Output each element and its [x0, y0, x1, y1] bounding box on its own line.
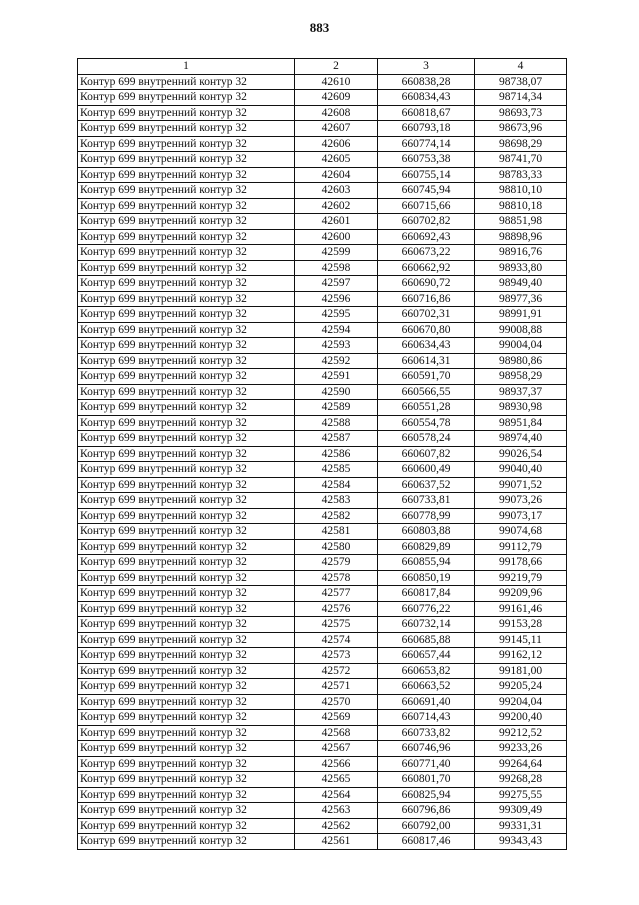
x-coordinate-cell: 660746,96	[378, 741, 475, 757]
contour-name-cell: Контур 699 внутренний контур 32	[78, 601, 295, 617]
contour-name-cell: Контур 699 внутренний контур 32	[78, 446, 295, 462]
y-coordinate-cell: 99008,88	[475, 322, 567, 338]
contour-name-cell: Контур 699 внутренний контур 32	[78, 834, 295, 850]
x-coordinate-cell: 660829,89	[378, 539, 475, 555]
contour-name-cell: Контур 699 внутренний контур 32	[78, 369, 295, 385]
y-coordinate-cell: 98974,40	[475, 431, 567, 447]
contour-name-cell: Контур 699 внутренний контур 32	[78, 632, 295, 648]
y-coordinate-cell: 99233,26	[475, 741, 567, 757]
contour-name-cell: Контур 699 внутренний контур 32	[78, 710, 295, 726]
x-coordinate-cell: 660614,31	[378, 353, 475, 369]
table-row	[78, 493, 567, 509]
y-coordinate-cell: 99309,49	[475, 803, 567, 819]
x-coordinate-cell: 660670,80	[378, 322, 475, 338]
y-coordinate-cell: 98698,29	[475, 136, 567, 152]
contour-name-cell: Контур 699 внутренний контур 32	[78, 555, 295, 571]
table-row	[78, 508, 567, 524]
point-number-cell: 42598	[295, 260, 378, 276]
table-row	[78, 338, 567, 354]
contour-name-cell: Контур 699 внутренний контур 32	[78, 183, 295, 199]
contour-name-cell: Контур 699 внутренний контур 32	[78, 167, 295, 183]
y-coordinate-cell: 99268,28	[475, 772, 567, 788]
point-number-cell: 42600	[295, 229, 378, 245]
point-number-cell: 42561	[295, 834, 378, 850]
y-coordinate-cell: 98951,84	[475, 415, 567, 431]
point-number-cell: 42562	[295, 818, 378, 834]
contour-name-cell: Контур 699 внутренний контур 32	[78, 679, 295, 695]
y-coordinate-cell: 98810,10	[475, 183, 567, 199]
y-coordinate-cell: 99145,11	[475, 632, 567, 648]
x-coordinate-cell: 660776,22	[378, 601, 475, 617]
contour-name-cell: Контур 699 внутренний контур 32	[78, 741, 295, 757]
contour-name-cell: Контур 699 внутренний контур 32	[78, 105, 295, 121]
contour-name-cell: Контур 699 внутренний контур 32	[78, 663, 295, 679]
y-coordinate-cell: 99212,52	[475, 725, 567, 741]
point-number-cell: 42591	[295, 369, 378, 385]
x-coordinate-cell: 660796,86	[378, 803, 475, 819]
contour-name-cell: Контур 699 внутренний контур 32	[78, 477, 295, 493]
table-row	[78, 74, 567, 90]
table-row	[78, 322, 567, 338]
x-coordinate-cell: 660850,19	[378, 570, 475, 586]
y-coordinate-cell: 98898,96	[475, 229, 567, 245]
table-row	[78, 198, 567, 214]
contour-name-cell: Контур 699 внутренний контур 32	[78, 291, 295, 307]
table-row	[78, 90, 567, 106]
table-row	[78, 121, 567, 137]
x-coordinate-cell: 660566,55	[378, 384, 475, 400]
table-row	[78, 524, 567, 540]
y-coordinate-cell: 99343,43	[475, 834, 567, 850]
table-row	[78, 260, 567, 276]
table-row	[78, 353, 567, 369]
x-coordinate-cell: 660793,18	[378, 121, 475, 137]
point-number-cell: 42594	[295, 322, 378, 338]
point-number-cell: 42584	[295, 477, 378, 493]
point-number-cell: 42588	[295, 415, 378, 431]
contour-name-cell: Контур 699 внутренний контур 32	[78, 400, 295, 416]
point-number-cell: 42605	[295, 152, 378, 168]
x-coordinate-cell: 660691,40	[378, 694, 475, 710]
table-row	[78, 663, 567, 679]
contour-name-cell: Контур 699 внутренний контур 32	[78, 245, 295, 261]
table-row	[78, 586, 567, 602]
x-coordinate-cell: 660733,81	[378, 493, 475, 509]
table-row	[78, 803, 567, 819]
contour-name-cell: Контур 699 внутренний контур 32	[78, 694, 295, 710]
contour-name-cell: Контур 699 внутренний контур 32	[78, 787, 295, 803]
contour-name-cell: Контур 699 внутренний контур 32	[78, 586, 295, 602]
x-coordinate-cell: 660838,28	[378, 74, 475, 90]
y-coordinate-cell: 98937,37	[475, 384, 567, 400]
x-coordinate-cell: 660774,14	[378, 136, 475, 152]
y-coordinate-cell: 99331,31	[475, 818, 567, 834]
table-row	[78, 384, 567, 400]
contour-name-cell: Контур 699 внутренний контур 32	[78, 415, 295, 431]
point-number-cell: 42610	[295, 74, 378, 90]
y-coordinate-cell: 98991,91	[475, 307, 567, 323]
y-coordinate-cell: 99074,68	[475, 524, 567, 540]
point-number-cell: 42574	[295, 632, 378, 648]
table-row	[78, 477, 567, 493]
point-number-cell: 42599	[295, 245, 378, 261]
table-row	[78, 601, 567, 617]
point-number-cell: 42580	[295, 539, 378, 555]
x-coordinate-cell: 660825,94	[378, 787, 475, 803]
y-coordinate-cell: 98714,34	[475, 90, 567, 106]
point-number-cell: 42566	[295, 756, 378, 772]
table-row	[78, 725, 567, 741]
column-header-4: 4	[475, 59, 567, 75]
y-coordinate-cell: 98958,29	[475, 369, 567, 385]
contour-name-cell: Контур 699 внутренний контур 32	[78, 539, 295, 555]
contour-name-cell: Контур 699 внутренний контур 32	[78, 74, 295, 90]
table-row	[78, 787, 567, 803]
x-coordinate-cell: 660801,70	[378, 772, 475, 788]
point-number-cell: 42608	[295, 105, 378, 121]
table-row	[78, 214, 567, 230]
column-header-1: 1	[78, 59, 295, 75]
table-row	[78, 229, 567, 245]
y-coordinate-cell: 98851,98	[475, 214, 567, 230]
x-coordinate-cell: 660792,00	[378, 818, 475, 834]
x-coordinate-cell: 660778,99	[378, 508, 475, 524]
y-coordinate-cell: 99026,54	[475, 446, 567, 462]
point-number-cell: 42573	[295, 648, 378, 664]
column-header-2: 2	[295, 59, 378, 75]
contour-name-cell: Контур 699 внутренний контур 32	[78, 524, 295, 540]
y-coordinate-cell: 98977,36	[475, 291, 567, 307]
point-number-cell: 42592	[295, 353, 378, 369]
point-number-cell: 42603	[295, 183, 378, 199]
y-coordinate-cell: 99205,24	[475, 679, 567, 695]
contour-name-cell: Контур 699 внутренний контур 32	[78, 818, 295, 834]
table-row	[78, 245, 567, 261]
point-number-cell: 42572	[295, 663, 378, 679]
table-row	[78, 276, 567, 292]
contour-name-cell: Контур 699 внутренний контур 32	[78, 617, 295, 633]
table-row	[78, 446, 567, 462]
point-number-cell: 42607	[295, 121, 378, 137]
table-row	[78, 834, 567, 850]
y-coordinate-cell: 98741,70	[475, 152, 567, 168]
x-coordinate-cell: 660692,43	[378, 229, 475, 245]
point-number-cell: 42570	[295, 694, 378, 710]
page-number: 883	[309, 20, 330, 35]
table-row	[78, 570, 567, 586]
x-coordinate-cell: 660634,43	[378, 338, 475, 354]
contour-name-cell: Контур 699 внутренний контур 32	[78, 570, 295, 586]
contour-name-cell: Контур 699 внутренний контур 32	[78, 725, 295, 741]
y-coordinate-cell: 99275,55	[475, 787, 567, 803]
table-row	[78, 291, 567, 307]
point-number-cell: 42587	[295, 431, 378, 447]
point-number-cell: 42577	[295, 586, 378, 602]
table-row	[78, 431, 567, 447]
point-number-cell: 42606	[295, 136, 378, 152]
x-coordinate-cell: 660732,14	[378, 617, 475, 633]
x-coordinate-cell: 660714,43	[378, 710, 475, 726]
x-coordinate-cell: 660745,94	[378, 183, 475, 199]
point-number-cell: 42578	[295, 570, 378, 586]
y-coordinate-cell: 99040,40	[475, 462, 567, 478]
y-coordinate-cell: 99073,26	[475, 493, 567, 509]
contour-name-cell: Контур 699 внутренний контур 32	[78, 229, 295, 245]
table-row	[78, 756, 567, 772]
y-coordinate-cell: 99162,12	[475, 648, 567, 664]
y-coordinate-cell: 99112,79	[475, 539, 567, 555]
y-coordinate-cell: 99071,52	[475, 477, 567, 493]
table-body	[78, 74, 567, 849]
point-number-cell: 42564	[295, 787, 378, 803]
point-number-cell: 42596	[295, 291, 378, 307]
point-number-cell: 42593	[295, 338, 378, 354]
x-coordinate-cell: 660834,43	[378, 90, 475, 106]
x-coordinate-cell: 660663,52	[378, 679, 475, 695]
point-number-cell: 42575	[295, 617, 378, 633]
contour-name-cell: Контур 699 внутренний контур 32	[78, 803, 295, 819]
x-coordinate-cell: 660716,86	[378, 291, 475, 307]
point-number-cell: 42583	[295, 493, 378, 509]
contour-name-cell: Контур 699 внутренний контур 32	[78, 338, 295, 354]
y-coordinate-cell: 99204,04	[475, 694, 567, 710]
x-coordinate-cell: 660673,22	[378, 245, 475, 261]
contour-name-cell: Контур 699 внутренний контур 32	[78, 353, 295, 369]
x-coordinate-cell: 660855,94	[378, 555, 475, 571]
x-coordinate-cell: 660690,72	[378, 276, 475, 292]
x-coordinate-cell: 660818,67	[378, 105, 475, 121]
x-coordinate-cell: 660685,88	[378, 632, 475, 648]
point-number-cell: 42601	[295, 214, 378, 230]
x-coordinate-cell: 660733,82	[378, 725, 475, 741]
y-coordinate-cell: 98930,98	[475, 400, 567, 416]
point-number-cell: 42595	[295, 307, 378, 323]
table-row	[78, 679, 567, 695]
table-row	[78, 539, 567, 555]
x-coordinate-cell: 660551,28	[378, 400, 475, 416]
table-header-row	[78, 59, 567, 75]
coordinates-table	[77, 58, 567, 850]
contour-name-cell: Контур 699 внутренний контур 32	[78, 756, 295, 772]
table-row	[78, 400, 567, 416]
contour-name-cell: Контур 699 внутренний контур 32	[78, 136, 295, 152]
point-number-cell: 42602	[295, 198, 378, 214]
point-number-cell: 42576	[295, 601, 378, 617]
y-coordinate-cell: 99219,79	[475, 570, 567, 586]
contour-name-cell: Контур 699 внутренний контур 32	[78, 198, 295, 214]
contour-name-cell: Контур 699 внутренний контур 32	[78, 772, 295, 788]
x-coordinate-cell: 660817,46	[378, 834, 475, 850]
x-coordinate-cell: 660600,49	[378, 462, 475, 478]
y-coordinate-cell: 98693,73	[475, 105, 567, 121]
contour-name-cell: Контур 699 внутренний контур 32	[78, 508, 295, 524]
table-row	[78, 105, 567, 121]
y-coordinate-cell: 98933,80	[475, 260, 567, 276]
point-number-cell: 42604	[295, 167, 378, 183]
table-row	[78, 772, 567, 788]
x-coordinate-cell: 660653,82	[378, 663, 475, 679]
x-coordinate-cell: 660702,82	[378, 214, 475, 230]
y-coordinate-cell: 99178,66	[475, 555, 567, 571]
x-coordinate-cell: 660753,38	[378, 152, 475, 168]
table-row	[78, 152, 567, 168]
table-row	[78, 183, 567, 199]
y-coordinate-cell: 99264,64	[475, 756, 567, 772]
table-row	[78, 369, 567, 385]
point-number-cell: 42567	[295, 741, 378, 757]
x-coordinate-cell: 660771,40	[378, 756, 475, 772]
y-coordinate-cell: 98980,86	[475, 353, 567, 369]
y-coordinate-cell: 99181,00	[475, 663, 567, 679]
contour-name-cell: Контур 699 внутренний контур 32	[78, 493, 295, 509]
table-row	[78, 555, 567, 571]
point-number-cell: 42582	[295, 508, 378, 524]
table-row	[78, 632, 567, 648]
y-coordinate-cell: 98810,18	[475, 198, 567, 214]
table-row	[78, 307, 567, 323]
point-number-cell: 42581	[295, 524, 378, 540]
y-coordinate-cell: 98949,40	[475, 276, 567, 292]
table-row	[78, 462, 567, 478]
table-row	[78, 617, 567, 633]
point-number-cell: 42569	[295, 710, 378, 726]
contour-name-cell: Контур 699 внутренний контур 32	[78, 431, 295, 447]
y-coordinate-cell: 98673,96	[475, 121, 567, 137]
contour-name-cell: Контур 699 внутренний контур 32	[78, 121, 295, 137]
x-coordinate-cell: 660715,66	[378, 198, 475, 214]
y-coordinate-cell: 99004,04	[475, 338, 567, 354]
point-number-cell: 42597	[295, 276, 378, 292]
contour-name-cell: Контур 699 внутренний контур 32	[78, 384, 295, 400]
point-number-cell: 42568	[295, 725, 378, 741]
point-number-cell: 42579	[295, 555, 378, 571]
contour-name-cell: Контур 699 внутренний контур 32	[78, 152, 295, 168]
y-coordinate-cell: 99161,46	[475, 601, 567, 617]
point-number-cell: 42571	[295, 679, 378, 695]
x-coordinate-cell: 660702,31	[378, 307, 475, 323]
contour-name-cell: Контур 699 внутренний контур 32	[78, 214, 295, 230]
x-coordinate-cell: 660662,92	[378, 260, 475, 276]
y-coordinate-cell: 99073,17	[475, 508, 567, 524]
table-row	[78, 818, 567, 834]
x-coordinate-cell: 660817,84	[378, 586, 475, 602]
contour-name-cell: Контур 699 внутренний контур 32	[78, 260, 295, 276]
x-coordinate-cell: 660637,52	[378, 477, 475, 493]
contour-name-cell: Контур 699 внутренний контур 32	[78, 648, 295, 664]
x-coordinate-cell: 660578,24	[378, 431, 475, 447]
contour-name-cell: Контур 699 внутренний контур 32	[78, 90, 295, 106]
x-coordinate-cell: 660803,88	[378, 524, 475, 540]
point-number-cell: 42589	[295, 400, 378, 416]
point-number-cell: 42585	[295, 462, 378, 478]
contour-name-cell: Контур 699 внутренний контур 32	[78, 276, 295, 292]
y-coordinate-cell: 99209,96	[475, 586, 567, 602]
x-coordinate-cell: 660554,78	[378, 415, 475, 431]
x-coordinate-cell: 660755,14	[378, 167, 475, 183]
point-number-cell: 42565	[295, 772, 378, 788]
y-coordinate-cell: 98916,76	[475, 245, 567, 261]
point-number-cell: 42590	[295, 384, 378, 400]
x-coordinate-cell: 660591,70	[378, 369, 475, 385]
table-row	[78, 710, 567, 726]
contour-name-cell: Контур 699 внутренний контур 32	[78, 322, 295, 338]
y-coordinate-cell: 98738,07	[475, 74, 567, 90]
point-number-cell: 42563	[295, 803, 378, 819]
table-row	[78, 415, 567, 431]
y-coordinate-cell: 98783,33	[475, 167, 567, 183]
table-row	[78, 694, 567, 710]
table-row	[78, 167, 567, 183]
column-header-3: 3	[378, 59, 475, 75]
table-row	[78, 741, 567, 757]
table-row	[78, 648, 567, 664]
point-number-cell: 42586	[295, 446, 378, 462]
contour-name-cell: Контур 699 внутренний контур 32	[78, 307, 295, 323]
y-coordinate-cell: 99153,28	[475, 617, 567, 633]
y-coordinate-cell: 99200,40	[475, 710, 567, 726]
contour-name-cell: Контур 699 внутренний контур 32	[78, 462, 295, 478]
point-number-cell: 42609	[295, 90, 378, 106]
table-row	[78, 136, 567, 152]
x-coordinate-cell: 660657,44	[378, 648, 475, 664]
x-coordinate-cell: 660607,82	[378, 446, 475, 462]
